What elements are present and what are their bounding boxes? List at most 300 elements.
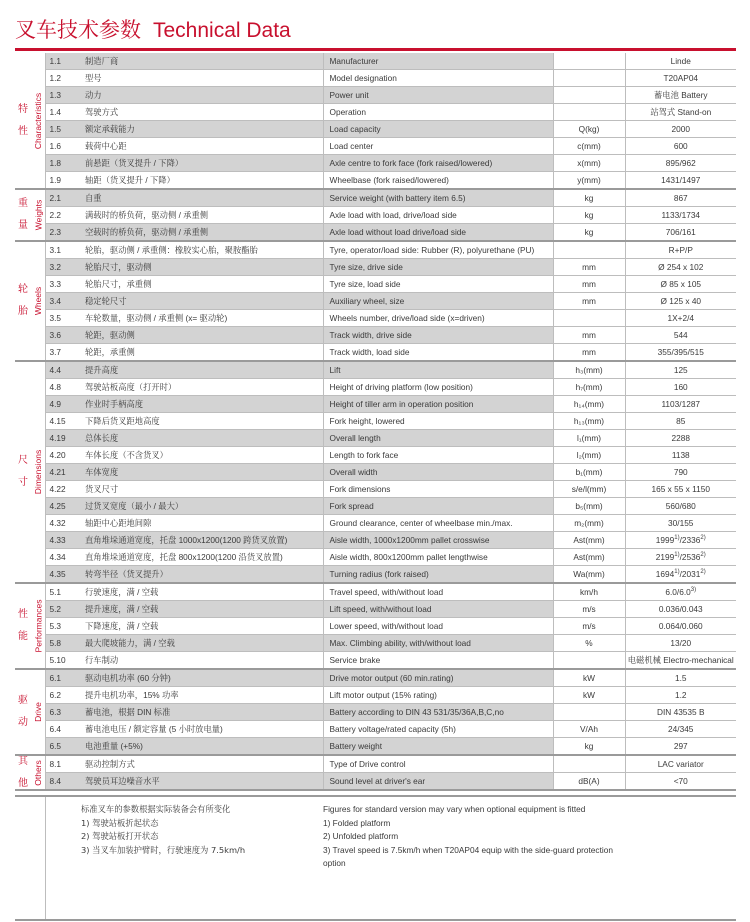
category-character: 重 <box>18 198 28 209</box>
item-label-english: Track width, drive side <box>323 327 553 344</box>
item-label-english: Drive motor output (60 min.rating) <box>323 669 553 687</box>
category-label-english: Performances <box>33 599 44 653</box>
item-number: 5.3 <box>45 618 79 635</box>
item-unit: kW <box>553 669 625 687</box>
spec-row <box>15 498 736 515</box>
item-unit: b₅(mm) <box>553 498 625 515</box>
item-label-english: Max. Climbing ability, with/without load <box>323 635 553 652</box>
value-text: DIN 43535 B <box>656 707 705 717</box>
item-value <box>625 704 736 721</box>
category-label-chinese <box>15 53 31 188</box>
item-number: 4.15 <box>45 413 79 430</box>
item-label-chinese: 下降速度，满 / 空载 <box>79 618 323 635</box>
item-unit: c(mm) <box>553 138 625 155</box>
item-label-chinese: 车体长度（不含货叉） <box>79 447 323 464</box>
item-label-english: Tyre size, drive side <box>323 259 553 276</box>
footnotes-chinese <box>81 803 245 857</box>
item-value <box>625 583 736 601</box>
item-unit: dB(A) <box>553 773 625 791</box>
item-label-english: Battery weight <box>323 738 553 756</box>
item-value <box>625 413 736 430</box>
item-number: 1.2 <box>45 70 79 87</box>
value-text: 1.5 <box>674 673 687 683</box>
value-text: 125 <box>673 365 688 375</box>
item-unit <box>553 310 625 327</box>
spec-row <box>15 704 736 721</box>
category-character: 动 <box>18 717 28 728</box>
spec-row <box>15 738 736 756</box>
item-label-english: Wheelbase (fork raised/lowered) <box>323 172 553 190</box>
item-unit: h₃(mm) <box>553 361 625 379</box>
spec-row <box>15 447 736 464</box>
item-unit <box>553 70 625 87</box>
category-character: 轮 <box>18 284 28 295</box>
value-text: 1694 <box>655 569 675 579</box>
item-number: 4.33 <box>45 532 79 549</box>
value-text: 1X+2/4 <box>667 313 695 323</box>
item-label-english: Turning radius (fork raised) <box>323 566 553 584</box>
item-number: 4.22 <box>45 481 79 498</box>
item-label-english: Load capacity <box>323 121 553 138</box>
item-number: 3.3 <box>45 276 79 293</box>
item-unit: Ast(mm) <box>553 532 625 549</box>
spec-row <box>15 481 736 498</box>
item-value <box>625 669 736 687</box>
item-label-english: Load center <box>323 138 553 155</box>
spec-row <box>15 430 736 447</box>
spec-row <box>15 464 736 481</box>
category-label-english: Wheels <box>33 286 43 316</box>
item-value <box>625 87 736 104</box>
category-label-chinese <box>15 242 31 360</box>
item-number: 4.21 <box>45 464 79 481</box>
value-text: T20AP04 <box>663 73 699 83</box>
item-unit: Wa(mm) <box>553 566 625 584</box>
value-footnote-mark: 2) <box>700 552 706 559</box>
item-label-chinese: 驾驶站板高度（打开时） <box>79 379 323 396</box>
value-text: 355/395/515 <box>657 347 704 357</box>
item-label-english: Axle load with load, drive/load side <box>323 207 553 224</box>
category-cell <box>15 189 45 241</box>
item-value <box>625 379 736 396</box>
spec-row <box>15 155 736 172</box>
item-label-english: Service weight (with battery item 6.5) <box>323 189 553 207</box>
spec-row <box>15 87 736 104</box>
value-text: 600 <box>673 141 688 151</box>
value-text: 790 <box>673 467 688 477</box>
item-value <box>625 549 736 566</box>
item-label-chinese: 载荷中心距 <box>79 138 323 155</box>
value-text: 蓄电池 Battery <box>654 90 708 100</box>
item-label-chinese: 最大爬坡能力，满 / 空载 <box>79 635 323 652</box>
category-label-chinese <box>15 584 31 668</box>
category-cell <box>15 755 45 790</box>
item-value <box>625 515 736 532</box>
item-label-chinese: 提升电机功率，15% 功率 <box>79 687 323 704</box>
spec-row <box>15 70 736 87</box>
category-label-chinese <box>15 670 31 754</box>
value-text: 544 <box>673 330 688 340</box>
category-cell <box>15 669 45 755</box>
item-label-chinese: 总体长度 <box>79 430 323 447</box>
item-label-english: Type of Drive control <box>323 755 553 773</box>
item-value <box>625 70 736 87</box>
value-text: LAC variator <box>657 759 704 769</box>
item-number: 1.8 <box>45 155 79 172</box>
spec-row <box>15 635 736 652</box>
spec-row <box>15 755 736 773</box>
item-label-english: Auxiliary wheel, size <box>323 293 553 310</box>
item-value <box>625 344 736 362</box>
item-unit: mm <box>553 327 625 344</box>
item-value <box>625 481 736 498</box>
value-text: 电磁机械 Electro-mechanical <box>627 655 734 665</box>
value-text: 1.2 <box>674 690 687 700</box>
item-value <box>625 738 736 756</box>
item-label-english: Wheels number, drive/load side (x=driven) <box>323 310 553 327</box>
item-unit: kg <box>553 189 625 207</box>
item-label-chinese: 货叉尺寸 <box>79 481 323 498</box>
value-text: 867 <box>673 193 688 203</box>
item-unit <box>553 652 625 670</box>
item-label-chinese: 车轮数量，驱动侧 / 承重侧 (x= 驱动轮) <box>79 310 323 327</box>
item-unit: V/Ah <box>553 721 625 738</box>
spec-row <box>15 652 736 670</box>
spec-row <box>15 618 736 635</box>
item-unit: mm <box>553 293 625 310</box>
value-text: /2031 <box>679 569 701 579</box>
category-cell <box>15 361 45 583</box>
item-label-english: Overall width <box>323 464 553 481</box>
item-unit: x(mm) <box>553 155 625 172</box>
spec-row <box>15 104 736 121</box>
item-value <box>625 618 736 635</box>
category-character: 他 <box>18 777 28 789</box>
spec-row <box>15 293 736 310</box>
spec-row <box>15 224 736 242</box>
item-value <box>625 121 736 138</box>
note-en: 2) Unfolded platform <box>323 831 399 841</box>
item-value <box>625 721 736 738</box>
item-value <box>625 327 736 344</box>
item-label-chinese: 下降后货叉距地高度 <box>79 413 323 430</box>
footnotes-english <box>323 803 623 871</box>
item-number: 3.1 <box>45 241 79 259</box>
spec-row <box>15 172 736 190</box>
spec-row <box>15 259 736 276</box>
item-number: 1.6 <box>45 138 79 155</box>
item-value <box>625 498 736 515</box>
spec-row <box>15 310 736 327</box>
item-unit <box>553 53 625 70</box>
page-title <box>15 14 291 48</box>
category-character: 寸 <box>18 477 28 488</box>
item-label-chinese: 过货叉宽度（最小 / 最大） <box>79 498 323 515</box>
item-label-chinese: 轮距，驱动侧 <box>79 327 323 344</box>
value-text: 165 x 55 x 1150 <box>651 484 710 494</box>
item-unit: h₁₃(mm) <box>553 413 625 430</box>
item-value <box>625 189 736 207</box>
spec-row <box>15 687 736 704</box>
note-en: Figures for standard version may vary when optional equipment is fitted <box>323 804 586 814</box>
spec-row <box>15 53 736 70</box>
item-number: 6.5 <box>45 738 79 756</box>
item-label-chinese: 轮胎尺寸，承重侧 <box>79 276 323 293</box>
note-zh: 3) 当叉车加装护臂时，行驶速度为 7.5km/h <box>81 844 246 855</box>
item-label-chinese: 满载时的桥负荷，驱动侧 / 承重侧 <box>79 207 323 224</box>
value-text: R+P/P <box>668 245 693 255</box>
item-value <box>625 773 736 791</box>
value-text: Ø 85 x 105 <box>660 279 702 289</box>
item-unit: % <box>553 635 625 652</box>
item-label-chinese: 轮胎，驱动侧 / 承重侧：橡胶实心胎，聚胺酯胎 <box>79 241 323 259</box>
spec-row <box>15 396 736 413</box>
item-value <box>625 155 736 172</box>
item-label-chinese: 蓄电池电压 / 额定容量 (5 小时放电量) <box>79 721 323 738</box>
item-number: 5.8 <box>45 635 79 652</box>
category-character: 驱 <box>18 695 28 706</box>
spec-row <box>15 549 736 566</box>
spec-row <box>15 327 736 344</box>
value-text: 13/20 <box>670 638 692 648</box>
spec-row <box>15 773 736 791</box>
value-footnote-mark: 3) <box>690 587 697 594</box>
item-unit <box>553 241 625 259</box>
item-value <box>625 447 736 464</box>
item-number: 3.2 <box>45 259 79 276</box>
category-character: 性 <box>18 125 28 137</box>
item-label-chinese: 驱动控制方式 <box>79 755 323 773</box>
item-label-english: Fork spread <box>323 498 553 515</box>
value-footnote-mark: 2) <box>700 569 706 576</box>
item-number: 4.32 <box>45 515 79 532</box>
item-label-english: Lower speed, with/without load <box>323 618 553 635</box>
item-label-chinese: 驾驶员耳边噪音水平 <box>79 773 323 791</box>
item-label-chinese: 电池重量 (+5%) <box>79 738 323 756</box>
item-value <box>625 532 736 549</box>
value-text: 2000 <box>671 124 690 134</box>
title-chinese: 叉车技术参数 <box>15 18 141 42</box>
note-zh: 标准叉车的参数根据实际装备会有所变化 <box>81 804 231 814</box>
item-number: 4.34 <box>45 549 79 566</box>
category-character: 其 <box>18 755 28 767</box>
item-number: 1.1 <box>45 53 79 70</box>
item-label-english: Tyre size, load side <box>323 276 553 293</box>
item-unit: l₂(mm) <box>553 447 625 464</box>
item-label-chinese: 作业时手柄高度 <box>79 396 323 413</box>
item-label-english: Service brake <box>323 652 553 670</box>
item-label-chinese: 空载时的桥负荷，驱动侧 / 承重侧 <box>79 224 323 242</box>
item-unit: km/h <box>553 583 625 601</box>
note-en: 1) Folded platform <box>323 817 391 828</box>
item-label-english: Power unit <box>323 87 553 104</box>
item-value <box>625 207 736 224</box>
value-text: 1133/1734 <box>661 210 701 220</box>
category-label-chinese <box>15 362 31 582</box>
item-label-english: Lift speed, with/without load <box>323 601 553 618</box>
spec-row <box>15 121 736 138</box>
item-label-english: Lift motor output (15% rating) <box>323 687 553 704</box>
title-divider <box>15 48 736 51</box>
item-label-english: Track width, load side <box>323 344 553 362</box>
category-cell <box>15 53 45 189</box>
item-unit: h₇(mm) <box>553 379 625 396</box>
item-unit <box>553 704 625 721</box>
item-unit: m/s <box>553 618 625 635</box>
item-unit: y(mm) <box>553 172 625 190</box>
item-unit: m₂(mm) <box>553 515 625 532</box>
item-number: 3.4 <box>45 293 79 310</box>
item-unit: Q(kg) <box>553 121 625 138</box>
value-text: 1999 <box>655 535 675 545</box>
item-unit <box>553 755 625 773</box>
spec-row <box>15 515 736 532</box>
category-label-chinese <box>15 190 31 240</box>
item-number: 1.3 <box>45 87 79 104</box>
item-label-chinese: 直角堆垛通道宽度，托盘 800x1200(1200 沿货叉放置) <box>79 549 323 566</box>
category-cell <box>15 583 45 669</box>
item-number: 3.5 <box>45 310 79 327</box>
category-label-english: Dimensions <box>33 449 43 495</box>
item-label-chinese: 提升高度 <box>79 361 323 379</box>
item-unit: h₁₄(mm) <box>553 396 625 413</box>
item-value <box>625 464 736 481</box>
category-character: 胎 <box>18 306 28 317</box>
item-label-chinese: 轴距中心距地间隙 <box>79 515 323 532</box>
item-label-chinese: 行驶速度，满 / 空载 <box>79 583 323 601</box>
item-label-english: Height of tiller arm in operation position <box>323 396 553 413</box>
item-label-english: Manufacturer <box>323 53 553 70</box>
value-text: 297 <box>673 741 688 751</box>
value-text: 85 <box>676 416 686 426</box>
item-value <box>625 635 736 652</box>
value-text: 2288 <box>671 433 690 443</box>
item-label-english: Tyre, operator/load side: Rubber (R), polyurethane (PU) <box>323 241 553 259</box>
item-value <box>625 601 736 618</box>
value-text: /2336 <box>679 535 701 545</box>
spec-row <box>15 601 736 618</box>
note-en: 3) Travel speed is 7.5km/h when T20AP04 equip with the side-guard protection option <box>323 844 613 868</box>
item-label-chinese: 车体宽度 <box>79 464 323 481</box>
spec-row <box>15 413 736 430</box>
item-number: 4.8 <box>45 379 79 396</box>
item-unit: mm <box>553 259 625 276</box>
item-unit: kg <box>553 224 625 242</box>
item-unit: b₁(mm) <box>553 464 625 481</box>
value-text: 1103/1287 <box>661 399 701 409</box>
item-number: 6.2 <box>45 687 79 704</box>
item-value <box>625 755 736 773</box>
item-number: 5.2 <box>45 601 79 618</box>
item-unit <box>553 104 625 121</box>
value-text: 30/155 <box>668 518 694 528</box>
item-value <box>625 361 736 379</box>
item-value <box>625 172 736 190</box>
item-value <box>625 104 736 121</box>
item-label-english: Aisle width, 800x1200mm pallet lengthwise <box>323 549 553 566</box>
item-number: 1.5 <box>45 121 79 138</box>
item-label-chinese: 轴距（货叉提升 / 下降） <box>79 172 323 190</box>
item-label-english: Axle centre to fork face (fork raised/lowered) <box>323 155 553 172</box>
item-number: 6.1 <box>45 669 79 687</box>
value-text: 1431/1497 <box>661 175 701 185</box>
item-label-english: Fork height, lowered <box>323 413 553 430</box>
title-english: Technical Data <box>153 19 291 42</box>
item-unit: s/e/l(mm) <box>553 481 625 498</box>
category-character: 尺 <box>18 455 28 466</box>
item-number: 4.25 <box>45 498 79 515</box>
item-label-english: Travel speed, with/without load <box>323 583 553 601</box>
spec-row <box>15 241 736 259</box>
item-number: 6.4 <box>45 721 79 738</box>
item-unit: l₁(mm) <box>553 430 625 447</box>
item-label-chinese: 前悬距（货叉提升 / 下降） <box>79 155 323 172</box>
footnotes-side-cell <box>15 797 46 919</box>
item-label-chinese: 型号 <box>79 70 323 87</box>
value-footnote-mark: 1) <box>674 535 680 542</box>
category-label-english: Weights <box>33 199 43 231</box>
spec-row <box>15 189 736 207</box>
category-label-chinese <box>15 756 31 789</box>
item-number: 3.7 <box>45 344 79 362</box>
item-label-chinese: 轮距，承重侧 <box>79 344 323 362</box>
item-number: 1.9 <box>45 172 79 190</box>
item-label-english: Aisle width, 1000x1200mm pallet crosswise <box>323 532 553 549</box>
value-footnote-mark: 2) <box>700 535 706 542</box>
value-text: 站驾式 Stand-on <box>650 107 712 117</box>
footnotes <box>15 795 736 921</box>
item-value <box>625 430 736 447</box>
value-footnote-mark: 1) <box>674 552 680 559</box>
value-text: 2199 <box>655 552 675 562</box>
item-number: 2.3 <box>45 224 79 242</box>
item-label-english: Height of driving platform (low position) <box>323 379 553 396</box>
value-text: <70 <box>673 776 688 786</box>
category-character: 能 <box>18 631 28 642</box>
item-unit: m/s <box>553 601 625 618</box>
value-text: 0.064/0.060 <box>658 621 703 631</box>
item-label-english: Sound level at driver's ear <box>323 773 553 791</box>
item-label-chinese: 驾驶方式 <box>79 104 323 121</box>
item-unit: mm <box>553 276 625 293</box>
value-text: 24/345 <box>668 724 694 734</box>
item-number: 1.4 <box>45 104 79 121</box>
item-label-english: Operation <box>323 104 553 121</box>
item-label-chinese: 制造厂商 <box>79 53 323 70</box>
item-value <box>625 566 736 584</box>
item-label-english: Model designation <box>323 70 553 87</box>
item-value <box>625 293 736 310</box>
item-label-english: Lift <box>323 361 553 379</box>
note-zh: 1) 驾驶站板折起状态 <box>81 817 159 828</box>
value-text: 895/962 <box>665 158 696 168</box>
category-character: 性 <box>18 609 28 620</box>
spec-row <box>15 361 736 379</box>
spec-row <box>15 721 736 738</box>
item-label-chinese: 轮胎尺寸，驱动侧 <box>79 259 323 276</box>
item-label-chinese: 驱动电机功率 (60 分钟) <box>79 669 323 687</box>
item-label-chinese: 直角堆垛通道宽度，托盘 1000x1200(1200 跨货叉放置) <box>79 532 323 549</box>
item-unit: kg <box>553 738 625 756</box>
spec-row <box>15 207 736 224</box>
item-label-english: Length to fork face <box>323 447 553 464</box>
item-number: 4.4 <box>45 361 79 379</box>
item-number: 2.1 <box>45 189 79 207</box>
spec-row <box>15 379 736 396</box>
item-value <box>625 396 736 413</box>
item-number: 4.9 <box>45 396 79 413</box>
item-label-english: Battery according to DIN 43 531/35/36A,B,C,no <box>323 704 553 721</box>
